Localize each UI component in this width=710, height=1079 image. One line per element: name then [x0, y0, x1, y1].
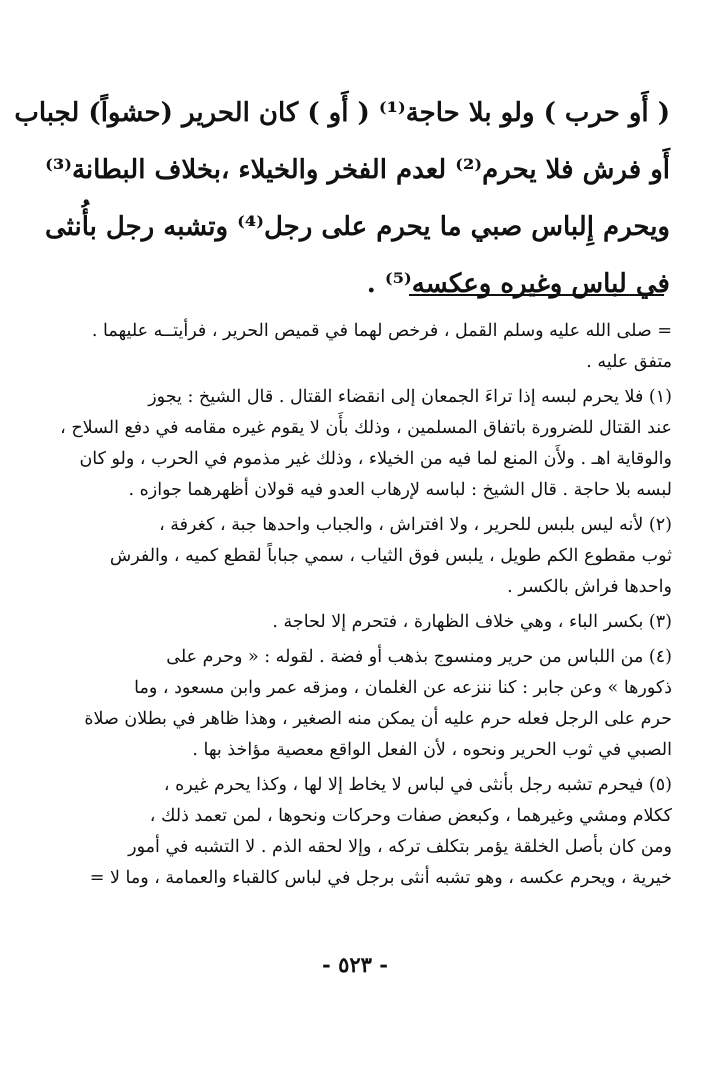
footnote-line: خيرية ، ويحرم عكسه ، وهو تشبه أنثى برجل في لباس كالقباء والعمامة ، وما لا =	[89, 868, 672, 888]
footnote-line: والوقاية اهـ . ولأَن المنع لما فيه من الخيلاء ، وذلك غير مذموم في الحرب ، ولو كان	[79, 449, 672, 469]
footnote-line: واحدها فراش بالكسر .	[507, 577, 672, 597]
main-text-line: في لباس وغيره وعكسه⁽⁵⁾ .	[366, 269, 670, 299]
footnote-1	[60, 378, 672, 506]
footnote-line: ومن كان بأصل الخلقة يؤمر بتكلف تركه ، وإلا لحقه الذم . لا التشبه في أمور	[128, 837, 672, 857]
footnotes	[60, 312, 672, 894]
footnote-separator-rule	[409, 294, 664, 296]
page-number: - ٥٢٣ -	[322, 952, 388, 977]
footnote-2	[60, 506, 672, 603]
main-text	[14, 85, 670, 313]
footnote-3	[60, 603, 672, 638]
footnote-line: = صلى الله عليه وسلم القمل ، فرخص لهما في قميص الحرير ، فرأيتــه عليهما .	[91, 321, 672, 341]
main-text-line: أَو فرش فلا يحرم⁽²⁾ لعدم الفخر والخيلاء ،بخلاف البطانة⁽³⁾	[45, 155, 670, 185]
footnote-line: ككلام ومشي وغيرهما ، وكبعض صفات وحركات ونحوها ، لمن تعمد ذلك ،	[149, 806, 672, 826]
footnote-line: لبسه بلا حاجة . قال الشيخ : لباسه لإرهاب العدو فيه قولان أظهرهما جوازه .	[128, 480, 672, 500]
footnote-line: عند القتال للضرورة باتفاق المسلمين ، وذلك بأَن لا يقوم غيره مقامه في دفع السلاح ،	[60, 418, 672, 438]
footnote-line: (٢) لأنه ليس بلبس للحرير ، ولا افتراش ، والجباب واحدها جبة ، كغرفة ،	[159, 515, 672, 535]
footnote-4	[60, 638, 672, 766]
footnote-line: متفق عليه .	[586, 352, 672, 372]
main-text-line: ويحرم إِلباس صبي ما يحرم على رجل⁽⁴⁾ وتشبه رجل بأُنثى	[44, 212, 670, 242]
footnote-line: (٣) بكسر الباء ، وهي خلاف الظهارة ، فتحرم إلا لحاجة .	[272, 612, 672, 632]
footnote-5	[60, 766, 672, 894]
footnote-continuation	[60, 312, 672, 378]
footnote-line: (٤) من اللباس من حرير ومنسوج بذهب أو فضة . لقوله : « وحرم على	[166, 647, 672, 667]
footnote-line: (٥) فيحرم تشبه رجل بأنثى في لباس لا يخاط إلا لها ، وكذا يحرم غيره ،	[163, 775, 672, 795]
footnote-line: ثوب مقطوع الكم طويل ، يلبس فوق الثياب ، سمي جباباً لقطع كميه ، والفرش	[109, 546, 672, 566]
footnote-line: حرم على الرجل فعله حرم عليه أن يمكن منه الصغير ، وهذا ظاهر في بطلان صلاة	[84, 709, 672, 729]
main-text-line: ( أَو حرب ) ولو بلا حاجة⁽¹⁾ ( أَو ) كان الحرير (حشواً) لجباب	[14, 98, 670, 128]
footnote-line: ذكورها » وعن جابر : كنا ننزعه عن الغلمان ، ومزقه عمر وابن مسعود ، وما	[134, 678, 672, 698]
footnote-line: الصبي في ثوب الحرير ونحوه ، لأن الفعل الواقع معصية مؤاخذ بها .	[192, 740, 672, 760]
footnote-line: (١) فلا يحرم لبسه إذا تراءَ الجمعان إلى انقضاء القتال . قال الشيخ : يجوز	[148, 387, 672, 407]
